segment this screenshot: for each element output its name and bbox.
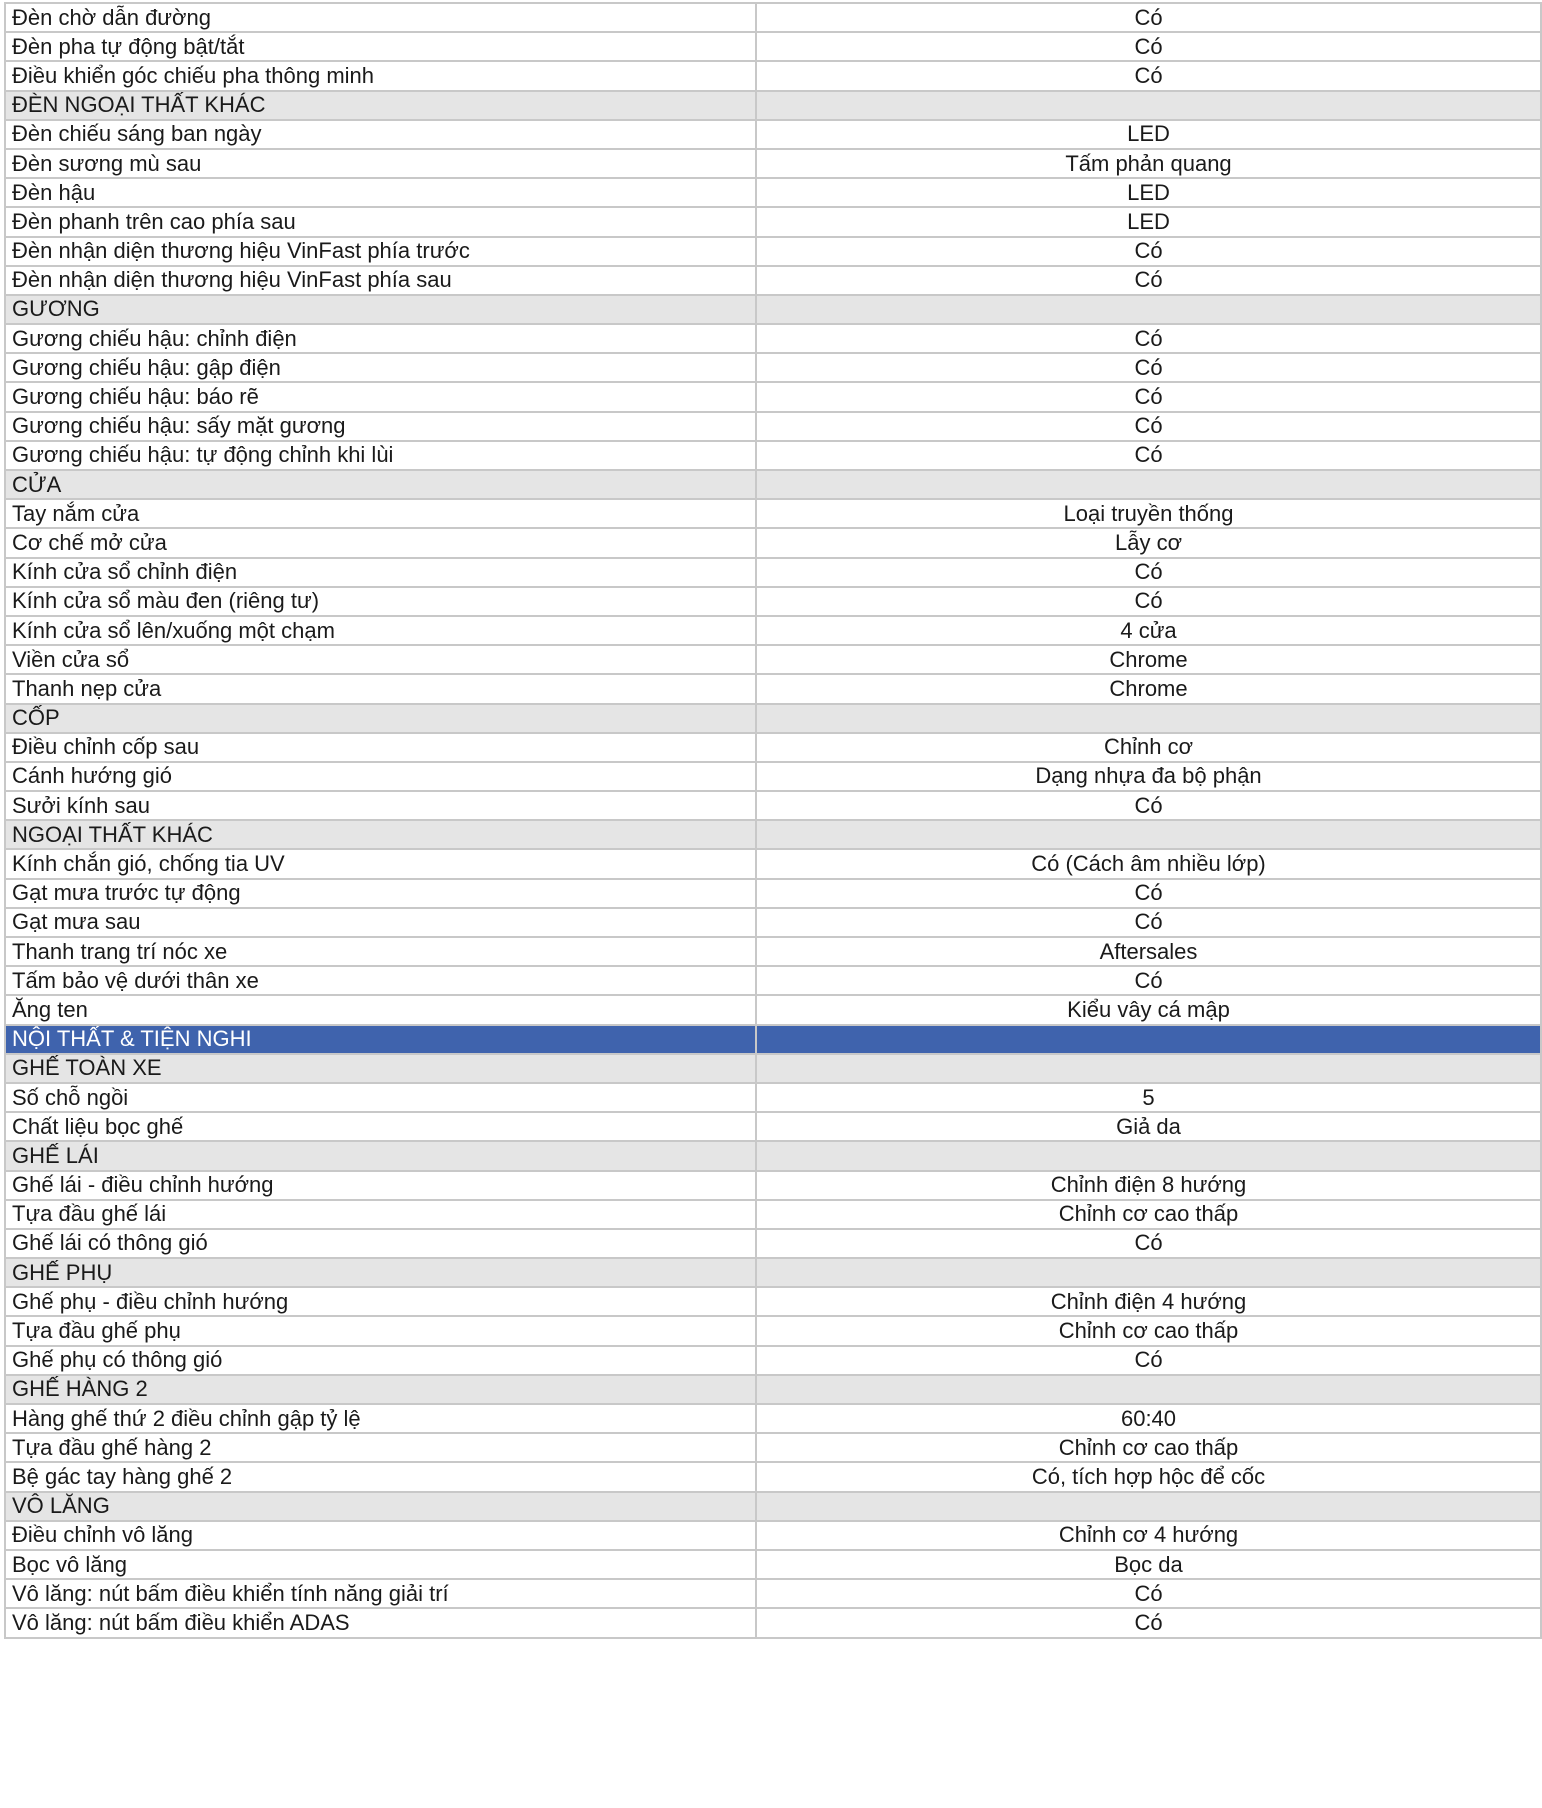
spec-row	[5, 1404, 1541, 1433]
section-row	[5, 1258, 1541, 1287]
section-row	[5, 1375, 1541, 1404]
section-value-empty	[756, 704, 1541, 733]
spec-value: Chrome	[756, 645, 1541, 674]
spec-row	[5, 1083, 1541, 1112]
spec-label: Cánh hướng gió	[5, 762, 756, 791]
spec-row	[5, 1200, 1541, 1229]
spec-label: Kính cửa sổ lên/xuống một chạm	[5, 616, 756, 645]
spec-row	[5, 324, 1541, 353]
section-title: GHẾ LÁI	[5, 1141, 756, 1170]
spec-label: Điều chỉnh vô lăng	[5, 1521, 756, 1550]
spec-value: Có	[756, 441, 1541, 470]
spec-row	[5, 382, 1541, 411]
spec-value: Chỉnh cơ cao thấp	[756, 1433, 1541, 1462]
spec-value: Chỉnh điện 4 hướng	[756, 1287, 1541, 1316]
section-row	[5, 1054, 1541, 1083]
spec-row	[5, 120, 1541, 149]
spec-label: Tựa đầu ghế lái	[5, 1200, 756, 1229]
section-title: VÔ LĂNG	[5, 1492, 756, 1521]
spec-row	[5, 1112, 1541, 1141]
spec-value: LED	[756, 178, 1541, 207]
section-title: CỐP	[5, 704, 756, 733]
spec-label: Gương chiếu hậu: tự động chỉnh khi lùi	[5, 441, 756, 470]
spec-label: Tay nắm cửa	[5, 499, 756, 528]
spec-value: Có	[756, 61, 1541, 90]
spec-row	[5, 937, 1541, 966]
spec-row	[5, 499, 1541, 528]
section-row	[5, 704, 1541, 733]
spec-value: Có	[756, 1229, 1541, 1258]
spec-row	[5, 1608, 1541, 1637]
section-row	[5, 1492, 1541, 1521]
section-row	[5, 295, 1541, 324]
section-value-empty	[756, 91, 1541, 120]
spec-row	[5, 879, 1541, 908]
section-row	[5, 820, 1541, 849]
spec-row	[5, 441, 1541, 470]
spec-label: Thanh nẹp cửa	[5, 674, 756, 703]
spec-label: Ghế phụ - điều chỉnh hướng	[5, 1287, 756, 1316]
spec-value: Kiểu vây cá mập	[756, 995, 1541, 1024]
section-value-empty	[756, 470, 1541, 499]
spec-row	[5, 908, 1541, 937]
spec-table-body	[5, 3, 1541, 1638]
spec-value: LED	[756, 120, 1541, 149]
spec-row	[5, 1171, 1541, 1200]
section-row	[5, 91, 1541, 120]
spec-row	[5, 207, 1541, 236]
spec-label: Đèn sương mù sau	[5, 149, 756, 178]
spec-row	[5, 3, 1541, 32]
spec-value: Có	[756, 3, 1541, 32]
spec-value: Aftersales	[756, 937, 1541, 966]
section-title: GƯƠNG	[5, 295, 756, 324]
spec-row	[5, 558, 1541, 587]
section-value-empty	[756, 1025, 1541, 1054]
spec-row	[5, 1550, 1541, 1579]
spec-value: Có	[756, 412, 1541, 441]
spec-row	[5, 61, 1541, 90]
spec-value: Dạng nhựa đa bộ phận	[756, 762, 1541, 791]
spec-value: Giả da	[756, 1112, 1541, 1141]
spec-value: Chỉnh cơ	[756, 733, 1541, 762]
spec-label: Đèn chiếu sáng ban ngày	[5, 120, 756, 149]
section-value-empty	[756, 1141, 1541, 1170]
section-value-empty	[756, 1054, 1541, 1083]
section-value-empty	[756, 1375, 1541, 1404]
spec-row	[5, 762, 1541, 791]
spec-row	[5, 353, 1541, 382]
spec-label: Số chỗ ngồi	[5, 1083, 756, 1112]
spec-value: 60:40	[756, 1404, 1541, 1433]
spec-label: Ghế lái có thông gió	[5, 1229, 756, 1258]
spec-label: Tựa đầu ghế hàng 2	[5, 1433, 756, 1462]
spec-row	[5, 1229, 1541, 1258]
spec-label: Gương chiếu hậu: chỉnh điện	[5, 324, 756, 353]
spec-value: Có	[756, 1579, 1541, 1608]
spec-label: Gạt mưa trước tự động	[5, 879, 756, 908]
section-title: GHẾ PHỤ	[5, 1258, 756, 1287]
section-value-empty	[756, 1492, 1541, 1521]
spec-label: Thanh trang trí nóc xe	[5, 937, 756, 966]
spec-value: Có	[756, 558, 1541, 587]
section-value-empty	[756, 820, 1541, 849]
spec-value: Chỉnh cơ cao thấp	[756, 1316, 1541, 1345]
spec-value: Tấm phản quang	[756, 149, 1541, 178]
spec-label: Hàng ghế thứ 2 điều chỉnh gập tỷ lệ	[5, 1404, 756, 1433]
spec-value: Có, tích hợp hộc để cốc	[756, 1462, 1541, 1491]
spec-row	[5, 1462, 1541, 1491]
spec-label: Gạt mưa sau	[5, 908, 756, 937]
spec-label: Tấm bảo vệ dưới thân xe	[5, 966, 756, 995]
section-value-empty	[756, 1258, 1541, 1287]
spec-row	[5, 791, 1541, 820]
spec-label: Điều chỉnh cốp sau	[5, 733, 756, 762]
section-title: NGOẠI THẤT KHÁC	[5, 820, 756, 849]
spec-row	[5, 1579, 1541, 1608]
spec-label: Gương chiếu hậu: báo rẽ	[5, 382, 756, 411]
spec-label: Đèn pha tự động bật/tắt	[5, 32, 756, 61]
spec-label: Điều khiển góc chiếu pha thông minh	[5, 61, 756, 90]
spec-label: Bọc vô lăng	[5, 1550, 756, 1579]
spec-label: Đèn hậu	[5, 178, 756, 207]
spec-value: Có	[756, 791, 1541, 820]
spec-value: Có	[756, 324, 1541, 353]
spec-row	[5, 32, 1541, 61]
spec-row	[5, 149, 1541, 178]
spec-value: Chỉnh điện 8 hướng	[756, 1171, 1541, 1200]
spec-row	[5, 237, 1541, 266]
spec-label: Tựa đầu ghế phụ	[5, 1316, 756, 1345]
spec-label: Đèn nhận diện thương hiệu VinFast phía sau	[5, 266, 756, 295]
spec-value: Chrome	[756, 674, 1541, 703]
spec-value: Chỉnh cơ cao thấp	[756, 1200, 1541, 1229]
section-row	[5, 1141, 1541, 1170]
spec-value: Có (Cách âm nhiều lớp)	[756, 849, 1541, 878]
spec-label: Viền cửa sổ	[5, 645, 756, 674]
spec-label: Đèn phanh trên cao phía sau	[5, 207, 756, 236]
spec-value: Có	[756, 908, 1541, 937]
spec-row	[5, 266, 1541, 295]
spec-row	[5, 528, 1541, 557]
spec-value: Có	[756, 1608, 1541, 1637]
spec-label: Cơ chế mở cửa	[5, 528, 756, 557]
spec-label: Bệ gác tay hàng ghế 2	[5, 1462, 756, 1491]
spec-row	[5, 616, 1541, 645]
spec-label: Gương chiếu hậu: gập điện	[5, 353, 756, 382]
spec-label: Đèn nhận diện thương hiệu VinFast phía trước	[5, 237, 756, 266]
spec-row	[5, 995, 1541, 1024]
spec-label: Chất liệu bọc ghế	[5, 1112, 756, 1141]
spec-value: Có	[756, 237, 1541, 266]
section-row	[5, 470, 1541, 499]
section-value-empty	[756, 295, 1541, 324]
spec-row	[5, 1346, 1541, 1375]
spec-value: Loại truyền thống	[756, 499, 1541, 528]
spec-value: Có	[756, 382, 1541, 411]
spec-row	[5, 1316, 1541, 1345]
spec-label: Kính cửa sổ màu đen (riêng tư)	[5, 587, 756, 616]
spec-label: Gương chiếu hậu: sấy mặt gương	[5, 412, 756, 441]
spec-row	[5, 1287, 1541, 1316]
spec-label: Ghế lái - điều chỉnh hướng	[5, 1171, 756, 1200]
spec-value: 5	[756, 1083, 1541, 1112]
spec-value: Có	[756, 966, 1541, 995]
spec-label: Ăng ten	[5, 995, 756, 1024]
spec-value: Chỉnh cơ 4 hướng	[756, 1521, 1541, 1550]
spec-label: Kính chắn gió, chống tia UV	[5, 849, 756, 878]
spec-label: Sưởi kính sau	[5, 791, 756, 820]
spec-value: Có	[756, 587, 1541, 616]
spec-row	[5, 412, 1541, 441]
spec-row	[5, 587, 1541, 616]
spec-row	[5, 966, 1541, 995]
spec-value: 4 cửa	[756, 616, 1541, 645]
spec-value: Có	[756, 1346, 1541, 1375]
section-title: CỬA	[5, 470, 756, 499]
section-title: ĐÈN NGOẠI THẤT KHÁC	[5, 91, 756, 120]
spec-label: Đèn chờ dẫn đường	[5, 3, 756, 32]
spec-label: Vô lăng: nút bấm điều khiển tính năng giải trí	[5, 1579, 756, 1608]
spec-label: Ghế phụ có thông gió	[5, 1346, 756, 1375]
spec-value: Bọc da	[756, 1550, 1541, 1579]
spec-label: Vô lăng: nút bấm điều khiển ADAS	[5, 1608, 756, 1637]
spec-row	[5, 1521, 1541, 1550]
spec-row	[5, 1433, 1541, 1462]
spec-table	[4, 2, 1542, 1639]
spec-row	[5, 674, 1541, 703]
spec-label: Kính cửa sổ chỉnh điện	[5, 558, 756, 587]
spec-value: LED	[756, 207, 1541, 236]
spec-row	[5, 733, 1541, 762]
spec-row	[5, 849, 1541, 878]
spec-value: Lẫy cơ	[756, 528, 1541, 557]
section-title: GHẾ TOÀN XE	[5, 1054, 756, 1083]
spec-value: Có	[756, 879, 1541, 908]
spec-value: Có	[756, 266, 1541, 295]
major-section-row	[5, 1025, 1541, 1054]
spec-row	[5, 645, 1541, 674]
section-title: GHẾ HÀNG 2	[5, 1375, 756, 1404]
spec-row	[5, 178, 1541, 207]
spec-value: Có	[756, 32, 1541, 61]
section-title: NỘI THẤT & TIỆN NGHI	[5, 1025, 756, 1054]
spec-value: Có	[756, 353, 1541, 382]
